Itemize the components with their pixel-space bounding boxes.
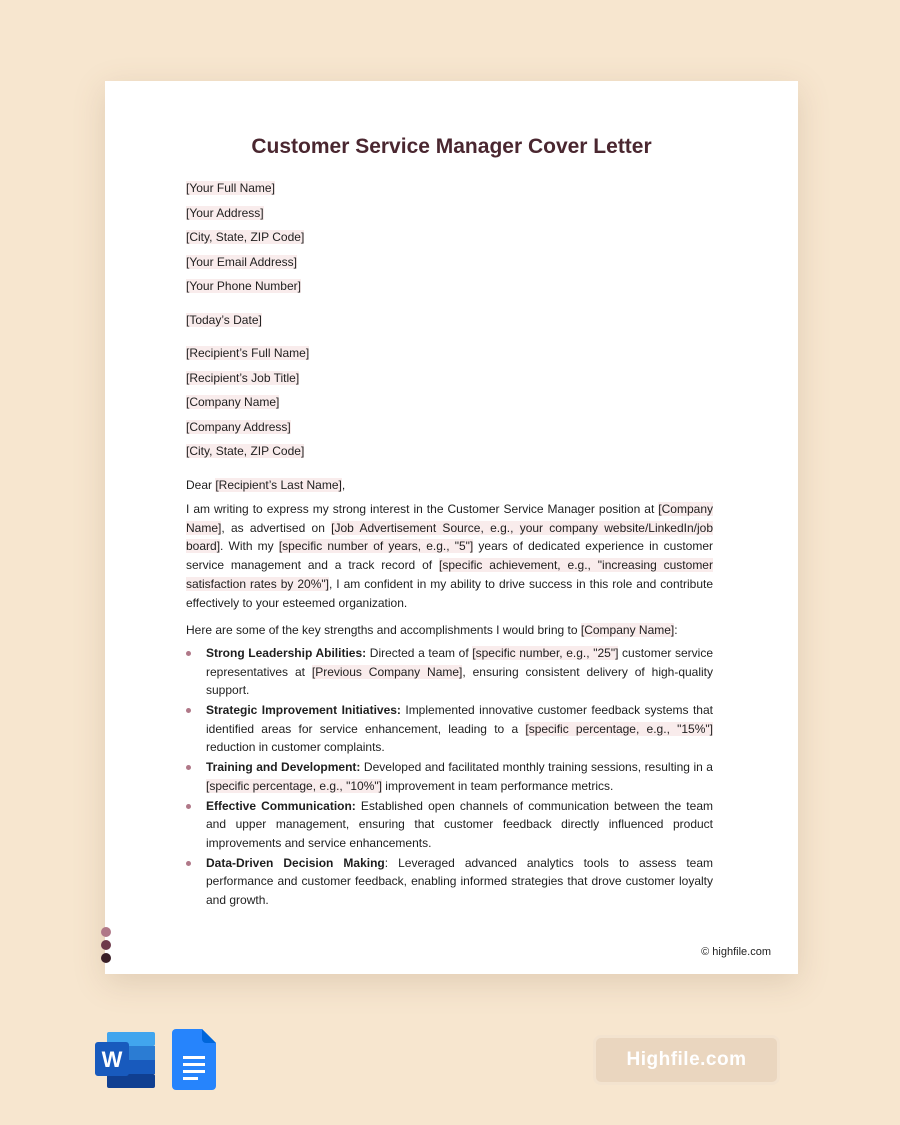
bullet-icon [186,708,191,713]
list-item: Strong Leadership Abilities: Directed a team of [specific number, e.g., "25"] customer service representatives at [Previous Company Name], ensuring consistent delivery of high-quality support. [186,644,713,700]
letter-date: [Today’s Date] [186,312,262,327]
microsoft-word-icon [93,1030,157,1090]
decorative-dots [101,927,111,966]
list-item: Effective Communication: Established open channels of communication between the team and upper management, ensuring that customer feedback directly influenced product improvements and service enhancements. [186,797,713,853]
google-docs-icon [172,1029,216,1090]
sender-name: [Your Full Name] [186,181,275,195]
bullet-icon [186,861,191,866]
svg-text:W: W [101,1047,123,1072]
strengths-list [186,644,713,910]
strengths-intro: Here are some of the key strengths and accomplishments I would bring to [Company Name]: [186,623,678,638]
list-item: Strategic Improvement Initiatives: Implemented innovative customer feedback systems that identified areas for service enhancement, leading to a [specific percentage, e.g., "15%"] reduction in customer complaints. [186,701,713,757]
recipient-block [186,344,713,467]
recipient-address: [Company Address] [186,419,291,434]
bullet-icon [186,804,191,809]
sender-address: [Your Address] [186,205,264,220]
bullet-icon [186,651,191,656]
sender-city: [City, State, ZIP Code] [186,230,305,244]
sender-email: [Your Email Address] [186,254,297,269]
document-title: Customer Service Manager Cover Letter [251,135,652,158]
highfile-brand-badge[interactable]: Highfile.com [593,1035,780,1085]
letter-body [186,179,713,911]
list-item: Training and Development: Developed and facilitated monthly training sessions, resulting in a [specific percentage, e.g., "10%"] improvement in team performance metrics. [186,758,713,795]
recipient-city: [City, State, ZIP Code] [186,444,305,458]
copyright-text: © highfile.com [701,946,771,958]
recipient-name: [Recipient’s Full Name] [186,346,310,360]
bullet-icon [186,765,191,770]
recipient-company: [Company Name] [186,395,280,409]
salutation-placeholder: [Recipient’s Last Name] [215,477,342,492]
list-item: Data-Driven Decision Making: Leveraged advanced analytics tools to assess team performance and customer feedback, enabling informed strategies that drove customer loyalty and growth. [186,854,713,910]
salutation: Dear [Recipient’s Last Name], [186,477,346,492]
document-page [105,81,798,974]
recipient-title: [Recipient’s Job Title] [186,370,300,385]
sender-phone: [Your Phone Number] [186,279,301,293]
intro-paragraph: I am writing to express my strong interest in the Customer Service Manager position at [Company Name], as advertised on [Job Advertisement Source, e.g., your company website/LinkedIn/job board]. With my [specific number of years, e.g., "5"] years of dedicated experience in customer service management and a track record of [specific achievement, e.g., "increasing customer satisfaction rates by 20%"], I am confident in my ability to drive success in this role and contribute effectively to your esteemed organization. [186,502,714,610]
sender-block [186,179,713,302]
